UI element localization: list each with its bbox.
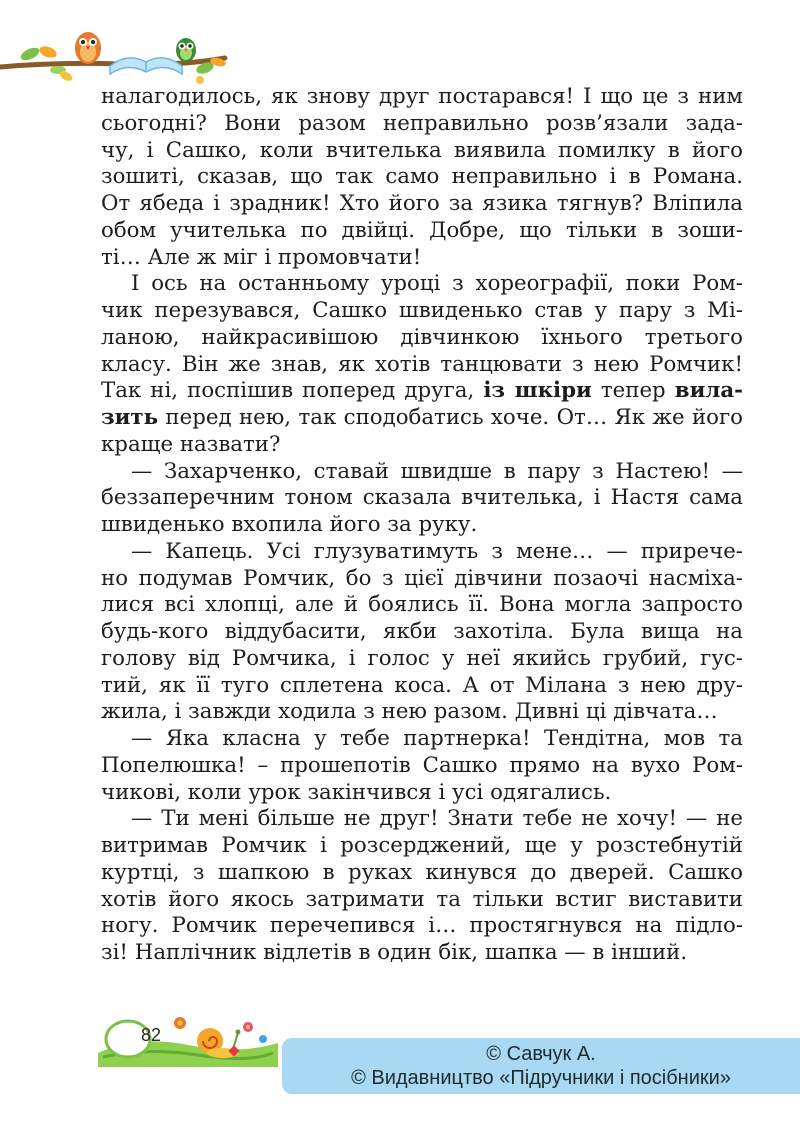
grass-snail-illustration xyxy=(98,1005,278,1067)
text-line: зить перед нею, так сподобатись хоче. От… Як же його xyxy=(101,405,743,430)
text-line: чикові, коли урок закінчився і усі одягались. xyxy=(101,779,612,805)
owl-left-icon xyxy=(75,32,101,64)
text-line: класу. Він же знав, як хотів танцювати з нею Ромчик! xyxy=(101,351,743,377)
text-line: сьогодні? Вони разом неправильно розв’язали зада- xyxy=(101,110,743,136)
copyright-publisher: © Видавництво «Підручники і посібники» xyxy=(351,1067,731,1089)
text-line: Так ні, поспішив поперед друга, із шкіри тепер вила- xyxy=(101,378,744,404)
owl-right-icon xyxy=(176,38,196,62)
bold-phrase: із шкіри xyxy=(483,378,592,404)
text-line: От ябеда і зрадник! Хто його за язика тягнув? Вліпила xyxy=(101,191,743,216)
text-line: хотів його якось затримати та тільки встиг виставити xyxy=(101,886,743,912)
branch-owls-book-illustration xyxy=(0,22,230,92)
text-line: налагодилось, як знову друг постарався! І що це з ним xyxy=(101,84,743,109)
text-line: лися всі хлопці, але й боялись її. Вона могла запросто xyxy=(101,592,743,618)
text-line: будь-кого віддубасити, якби захотіла. Була вища на xyxy=(101,619,743,644)
copyright-box xyxy=(282,1038,800,1094)
text-line: голову від Ромчика, і голос у неї якийсь грубий, гус- xyxy=(101,645,743,671)
text-line: — Капець. Усі глузуватимуть з мене… — прирече- xyxy=(131,538,743,564)
page-number: 82 xyxy=(140,1024,162,1045)
text-line: краще назвати? xyxy=(101,431,281,457)
text-line: швиденько вхопила його за руку. xyxy=(101,512,478,537)
text-line: І ось на останньому уроці з хореографії, поки Ром- xyxy=(131,271,743,297)
text-line: ті… Але ж міг і промовчати! xyxy=(101,244,422,270)
text-line: чу, і Сашко, коли вчителька виявила помилку в його xyxy=(101,137,743,163)
text-line: беззаперечним тоном сказала вчителька, і Настя сама xyxy=(101,485,743,511)
text-line: чик перезувався, Сашко швиденько став у пару з Мі- xyxy=(101,298,743,323)
text-line: зі! Наплічник відлетів в один бік, шапка — в інший. xyxy=(101,940,688,965)
story-text xyxy=(101,84,743,967)
text-line: обом учителька по двійці. Добре, що тільки в зоши- xyxy=(101,217,743,243)
text-line: — Яка класна у тебе партнерка! Тендітна, мов та xyxy=(131,726,743,751)
text-line: куртці, з шапкою в руках кинувся до дверей. Сашко xyxy=(101,859,743,885)
text-line: витримав Ромчик і розсерджений, ще у розстебнутій xyxy=(101,833,743,858)
text-line: — Захарченко, ставай швидше в пару з Настею! — xyxy=(131,458,743,484)
text-line: Попелюшка! – прошепотів Сашко прямо на вухо Ром- xyxy=(101,752,743,778)
text-line: тий, як її туго сплетена коса. А от Мілана з нею дру- xyxy=(101,672,743,698)
text-line: зошиті, сказав, що так само неправильно і в Романа. xyxy=(101,164,743,190)
text-line: ланою, найкрасивішою дівчинкою їхнього третього xyxy=(101,324,743,350)
bold-phrase: вила- xyxy=(674,378,744,404)
text-line: — Ти мені більше не друг! Знати тебе не хочу! — не xyxy=(131,806,743,832)
open-book-icon xyxy=(110,58,182,74)
bold-phrase: зить xyxy=(101,405,159,430)
text-line: но подумав Ромчик, бо з цієї дівчини позаочі насміха- xyxy=(101,565,743,591)
copyright-author: © Савчук А. xyxy=(486,1043,596,1065)
text-line: ногу. Ромчик перечепився і… простягнувся на підло- xyxy=(101,913,743,939)
text-line: жила, і завжди ходила з нею разом. Дивні ці дівчата… xyxy=(101,699,718,725)
